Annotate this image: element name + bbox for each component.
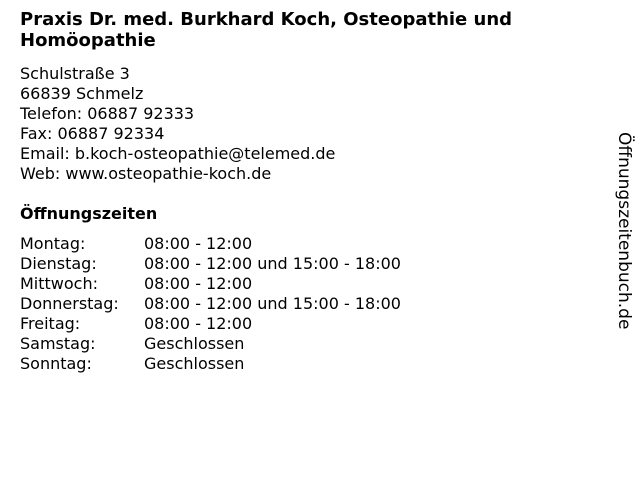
contact-block (20, 64, 335, 184)
page-title: Praxis Dr. med. Burkhard Koch, Osteopathie und Homöopathie (20, 9, 513, 51)
day-label: Samstag: (20, 334, 96, 353)
time-value: 08:00 - 12:00 (144, 234, 253, 253)
time-value: 08:00 - 12:00 (144, 274, 253, 293)
website-address: Web: www.osteopathie-koch.de (20, 164, 272, 183)
day-label: Montag: (20, 234, 86, 253)
fax-number: Fax: 06887 92334 (20, 124, 165, 143)
day-label: Freitag: (20, 314, 81, 333)
time-value: 08:00 - 12:00 (144, 314, 253, 333)
watermark-text: Öffnungszeitenbuch.de (614, 132, 634, 330)
time-value: 08:00 - 12:00 und 15:00 - 18:00 (144, 254, 401, 273)
time-value: Geschlossen (144, 334, 245, 353)
day-label: Sonntag: (20, 354, 92, 373)
city-address: 66839 Schmelz (20, 84, 144, 103)
opening-hours-heading: Öffnungszeiten (20, 204, 158, 223)
day-label: Mittwoch: (20, 274, 98, 293)
phone-number: Telefon: 06887 92333 (20, 104, 195, 123)
time-value: 08:00 - 12:00 und 15:00 - 18:00 (144, 294, 401, 313)
day-label: Dienstag: (20, 254, 97, 273)
day-label: Donnerstag: (20, 294, 119, 313)
time-value: Geschlossen (144, 354, 245, 373)
email-address: Email: b.koch-osteopathie@telemed.de (20, 144, 336, 163)
street-address: Schulstraße 3 (20, 64, 130, 83)
